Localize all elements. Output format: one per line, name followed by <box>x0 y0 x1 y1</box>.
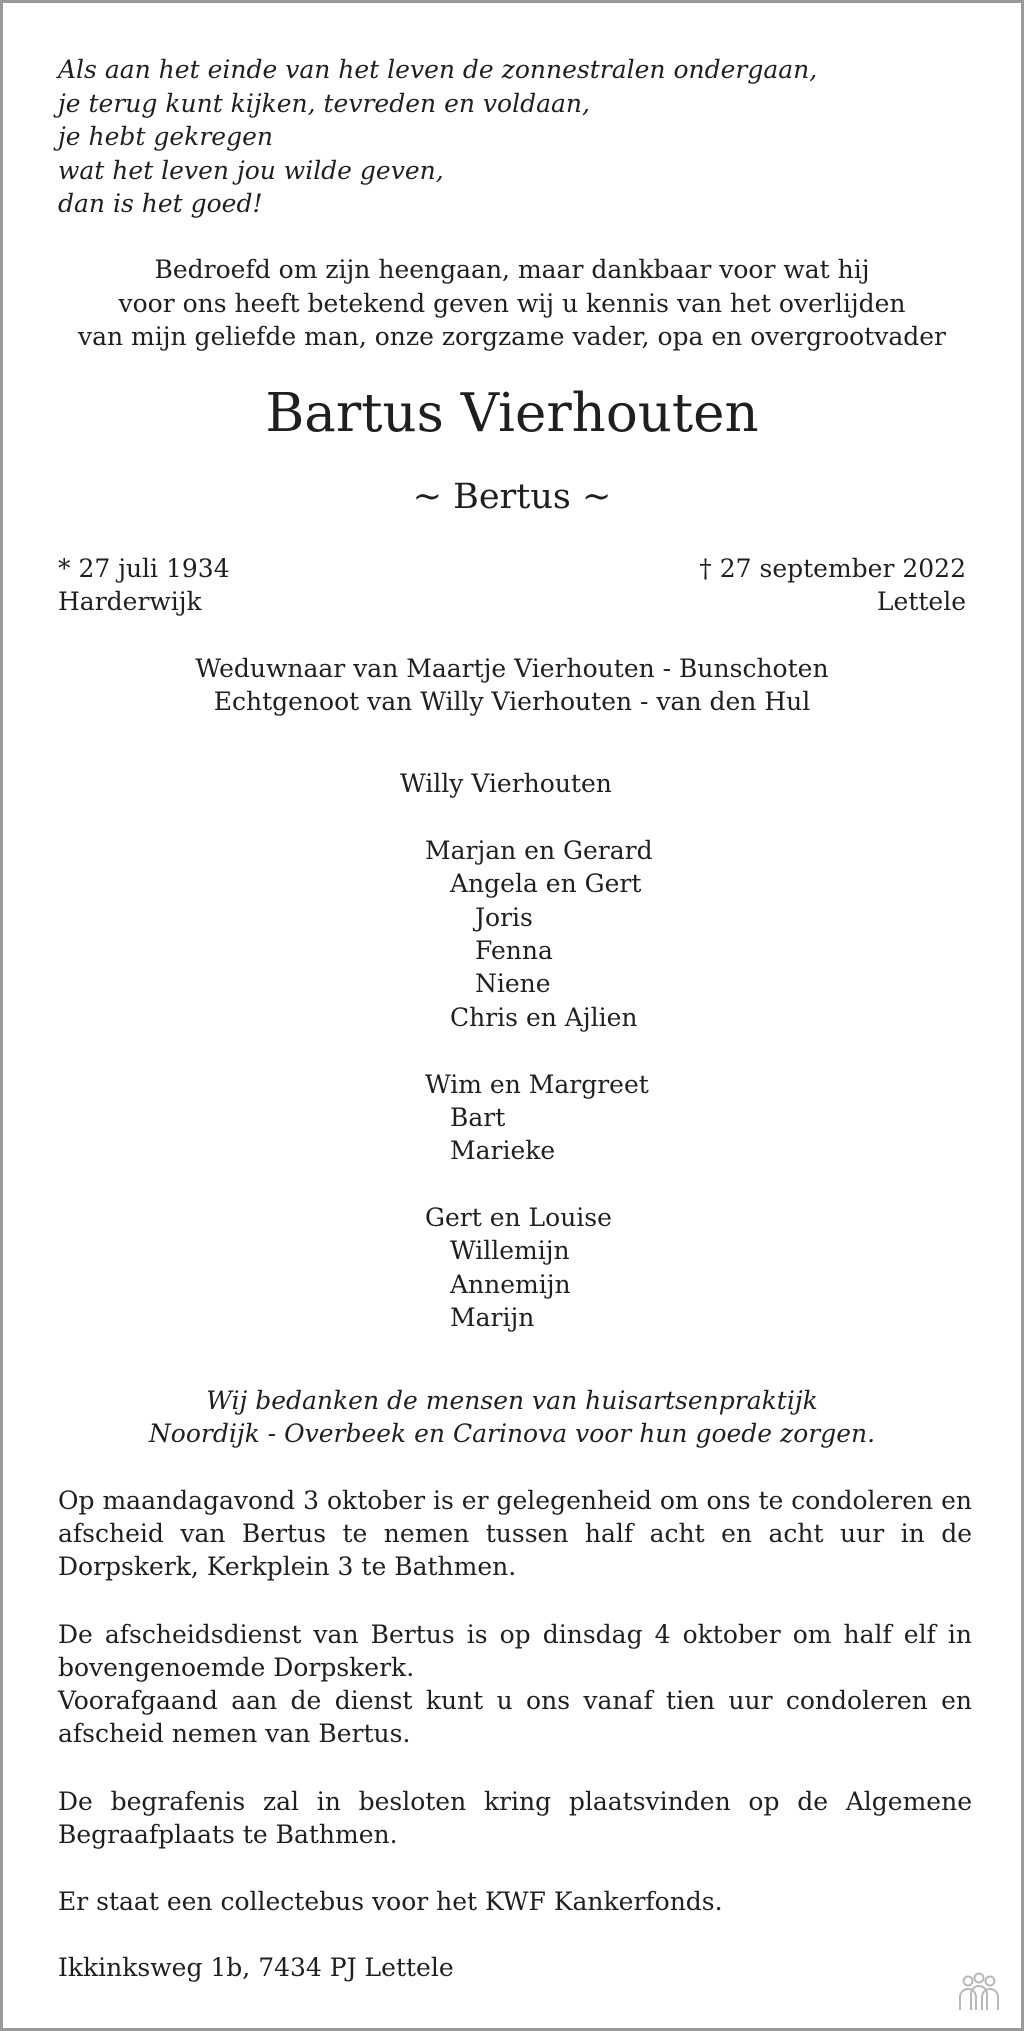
deceased-nickname: ~ Bertus ~ <box>412 477 612 517</box>
family-great-grandchild: Joris <box>475 902 533 932</box>
intro-line: voor ons heeft betekend geven wij u kennis van het overlijden <box>118 288 906 318</box>
death-place: Lettele <box>876 587 966 616</box>
thanks-note <box>3 1384 1021 1450</box>
birth-block <box>58 552 230 618</box>
family-child: Gert en Louise <box>425 1203 612 1233</box>
family-grandchild: Annemijn <box>450 1269 571 1299</box>
family-grandchild: Chris en Ajlien <box>450 1002 638 1032</box>
poem-line: je terug kunt kijken, tevreden en voldaan, <box>58 88 590 118</box>
service-info: De afscheidsdienst van Bertus is op dinsdag 4 oktober om half elf in bovengenoemde Dorpskerk. <box>58 1620 972 1682</box>
death-block <box>699 552 966 618</box>
family-grandchild: Angela en Gert <box>450 869 642 899</box>
family-grandchild: Bart <box>450 1102 506 1132</box>
relation-line: Echtgenoot van Willy Vierhouten - van den Hul <box>213 687 811 716</box>
relation-line: Weduwnaar van Maartje Vierhouten - Bunschoten <box>195 654 829 683</box>
poem <box>58 53 817 221</box>
family-grandchild: Willemijn <box>450 1236 570 1266</box>
poem-line: wat het leven jou wilde geven, <box>58 155 444 185</box>
thanks-line: Wij bedanken de mensen van huisartsenpraktijk <box>206 1386 818 1415</box>
poem-line: je hebt gekregen <box>58 122 273 151</box>
collection-info: Er staat een collectebus voor het KWF Kankerfonds. <box>58 1887 723 1916</box>
condolence-info: Op maandagavond 3 oktober is er gelegenheid om ons te condoleren en afscheid van Bertus te nemen tussen half acht en acht uur in de Dorpskerk, Kerkplein 3 te Bathmen. <box>58 1486 972 1581</box>
family-child: Wim en Margreet <box>425 1069 649 1099</box>
deceased-name: Bartus Vierhouten <box>265 383 759 444</box>
address: Ikkinksweg 1b, 7434 PJ Lettele <box>58 1953 454 1982</box>
birth-date: * 27 juli 1934 <box>58 554 230 583</box>
people-group-icon <box>955 1972 1003 2014</box>
birth-place: Harderwijk <box>58 587 202 616</box>
family-list <box>400 767 653 1335</box>
family-grandchild: Marieke <box>450 1136 556 1166</box>
thanks-line: Noordijk - Overbeek en Carinova voor hun goede zorgen. <box>148 1419 876 1448</box>
death-date: † 27 september 2022 <box>699 554 966 583</box>
burial-info: De begrafenis zal in besloten kring plaatsvinden op de Algemene Begraafplaats te Bathmen. <box>58 1787 972 1849</box>
poem-line: dan is het goed! <box>58 189 263 218</box>
family-great-grandchild: Niene <box>475 969 551 999</box>
family-spouse: Willy Vierhouten <box>400 769 612 798</box>
family-great-grandchild: Fenna <box>475 935 553 965</box>
intro-line: van mijn geliefde man, onze zorgzame vader, opa en overgrootvader <box>77 322 946 351</box>
family-grandchild: Marijn <box>450 1303 535 1333</box>
family-child: Marjan en Gerard <box>425 835 653 865</box>
relations <box>3 652 1021 718</box>
announcement-intro <box>3 253 1021 354</box>
pre-service-info: Voorafgaand aan de dienst kunt u ons vanaf tien uur condoleren en afscheid nemen van Bertus. <box>58 1686 972 1748</box>
intro-line: Bedroefd om zijn heengaan, maar dankbaar voor wat hij <box>154 255 870 284</box>
poem-line: Als aan het einde van het leven de zonnestralen ondergaan, <box>58 55 818 84</box>
